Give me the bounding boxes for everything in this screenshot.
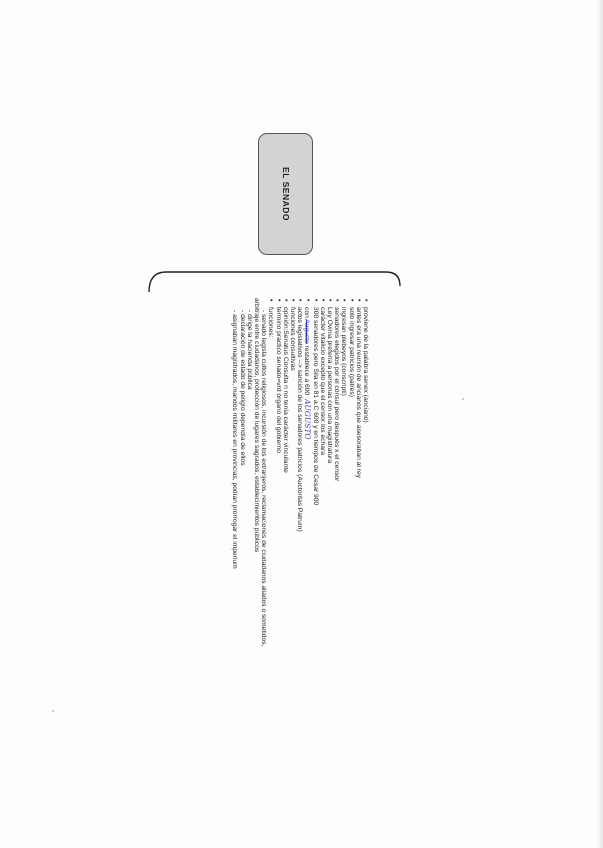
bullet-item (347, 298, 354, 823)
sub-item (231, 298, 238, 823)
bullet-item (311, 298, 318, 823)
note-text: arbitraje entre ciudadanos, protección de lugares sagrados, establecimientos públicos (252, 298, 260, 553)
brace-bracket (146, 268, 404, 294)
note-text: funciones consultivas (288, 307, 296, 371)
bullet-item (326, 298, 333, 823)
note-text: - declaración de estado de peligro dependía de ellos (238, 310, 246, 466)
note-text: - asignaban magistrados, mandos militares en provincias, podían prorrogar el imperium (231, 310, 239, 569)
handwritten-note: AUGUSTO (303, 399, 313, 440)
bullet-item (289, 298, 296, 823)
note-text: funciones: (267, 307, 275, 338)
bullet-item (340, 298, 347, 823)
page-edge-shadow (597, 0, 603, 848)
continuation-line (253, 298, 260, 823)
note-text: actos legislativos --> sanción de los senadores patricios (Auctoritas Patrum) (296, 307, 304, 532)
bullet-item (333, 298, 340, 823)
title-box (258, 133, 313, 255)
note-text: senadores elegidos por el cónsul pero después x el censor (333, 307, 341, 482)
speck (462, 398, 464, 400)
notes-list (178, 298, 369, 823)
bullet-item (303, 298, 311, 823)
sub-item (260, 298, 267, 823)
note-text: - dirige la hacienda pública (245, 310, 253, 390)
note-text: proviene de la palabra senex (anciano) (362, 307, 369, 423)
bullet-item (296, 298, 303, 823)
bullet-item (282, 298, 289, 823)
bullet-item (355, 298, 362, 823)
bullet-item (319, 298, 326, 823)
note-text: ingresan plebeyos (conscripti) (340, 307, 348, 396)
note-text: carácter vitalicio excepto que el censor los echara (318, 307, 326, 455)
scribbled-word: Augusto (303, 319, 311, 344)
note-text: termino practico senado=vrd órgano del gobierno (274, 307, 282, 453)
note-text: Ley Ovinia prefería a personas con una magistratura (325, 307, 333, 464)
bullet-item (267, 298, 274, 823)
page-title: EL SENADO (280, 167, 291, 221)
note-text: con Augusto restablece a 600 (303, 307, 311, 396)
note-text: opinión:Senatus Consulta n no tenía carácter vinculante (281, 307, 289, 473)
bullet-item (362, 298, 369, 823)
bullet-item (274, 298, 281, 823)
note-text: solo ingresar patricios (patres) (347, 307, 355, 397)
sub-item (246, 298, 253, 823)
notes-area (178, 298, 369, 823)
speck (52, 710, 54, 712)
note-text: 300 senadores pero Sila en 81 a.C 600 y en tiempos de Cesar 900 (311, 307, 319, 506)
note-text: antes era una reunión de ancianos que asesoraban al rey (354, 307, 362, 479)
note-text: - senado legisla cultos religiosos, incursión de los extranjeros, reclamaciones de ciudadanos aliados o sometidos, (260, 310, 268, 647)
sub-item (238, 298, 245, 823)
